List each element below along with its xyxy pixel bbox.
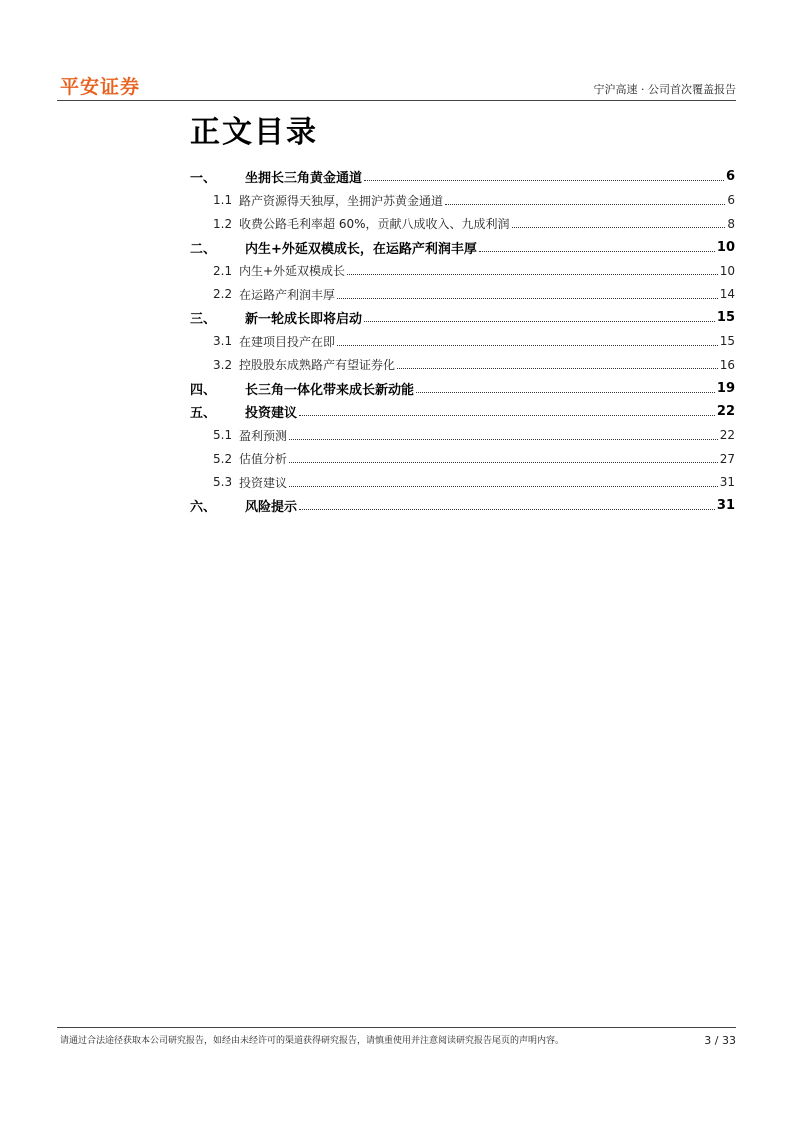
toc-entry-page: 6 xyxy=(725,169,735,185)
toc-dot-leader xyxy=(289,486,718,487)
toc-dot-leader xyxy=(397,368,718,369)
toc-entry-label: 长三角一体化带来成长新动能 xyxy=(245,382,415,398)
report-info: 宁沪高速 · 公司首次覆盖报告 xyxy=(593,83,736,96)
toc-entry-page: 14 xyxy=(719,287,735,302)
toc-entry-page: 22 xyxy=(719,428,735,443)
toc-entry-number: 一、 xyxy=(190,171,217,187)
toc-entry-page: 19 xyxy=(716,380,735,396)
toc-entry-label: 投资建议 xyxy=(245,406,298,422)
toc-entry-label: 坐拥长三角黄金通道 xyxy=(245,171,363,187)
toc-entry-number: 1.1 xyxy=(213,193,233,208)
toc-entry-label: 收费公路毛利率超 60%，贡献八成收入、九成利润 xyxy=(239,217,510,232)
toc-entry-number: 2.1 xyxy=(213,263,233,278)
toc-entry-number: 六、 xyxy=(190,500,217,516)
toc-entry-page: 15 xyxy=(719,334,735,349)
toc-section-entry[interactable] xyxy=(190,236,735,260)
toc-entry-number: 3.2 xyxy=(213,357,233,372)
footer-disclaimer: 请通过合法途径获取本公司研究报告，如经由未经许可的渠道获得研究报告，请慎重使用并注意阅读研究报告尾页的声明内容。 xyxy=(60,1036,565,1046)
toc-entry-label: 新一轮成长即将启动 xyxy=(245,312,363,328)
toc-subsection-entry[interactable] xyxy=(190,259,735,283)
toc-entry-label: 投资建议 xyxy=(239,475,288,490)
header-divider xyxy=(57,100,736,101)
toc-dot-leader xyxy=(364,321,715,322)
toc-entry-page: 31 xyxy=(716,498,735,514)
toc-entry-page: 6 xyxy=(727,193,735,208)
toc-entry-number: 二、 xyxy=(190,241,217,257)
toc-entry-label: 风险提示 xyxy=(245,500,298,516)
toc-entry-number: 1.2 xyxy=(213,216,233,231)
toc-entry-label: 内生+外延双模成长 xyxy=(239,264,346,279)
toc-entry-number: 5.2 xyxy=(213,451,233,466)
page-number: 3 / 33 xyxy=(704,1034,736,1047)
toc-subsection-entry[interactable] xyxy=(190,353,735,377)
toc-dot-leader xyxy=(416,392,715,393)
toc-dot-leader xyxy=(347,274,718,275)
toc-entry-page: 31 xyxy=(719,475,735,490)
toc-section-entry[interactable] xyxy=(190,377,735,401)
toc-entry-number: 四、 xyxy=(190,382,217,398)
toc-entry-label: 内生+外延双模成长，在运路产利润丰厚 xyxy=(245,241,477,257)
toc-subsection-entry[interactable] xyxy=(190,471,735,495)
toc-subsection-entry[interactable] xyxy=(190,189,735,213)
toc-entry-label: 盈利预测 xyxy=(239,428,288,443)
toc-entry-number: 五、 xyxy=(190,406,217,422)
toc-dot-leader xyxy=(299,509,715,510)
toc-entry-page: 10 xyxy=(719,263,735,278)
toc-entry-label: 在建项目投产在即 xyxy=(239,334,336,349)
toc-subsection-entry[interactable] xyxy=(190,424,735,448)
toc-entry-page: 8 xyxy=(727,216,735,231)
toc-entry-page: 10 xyxy=(716,239,735,255)
toc-dot-leader xyxy=(445,204,725,205)
toc-dot-leader xyxy=(364,180,724,181)
toc-dot-leader xyxy=(289,462,718,463)
toc-entry-page: 16 xyxy=(719,357,735,372)
toc-entry-page: 27 xyxy=(719,451,735,466)
toc-entry-number: 2.2 xyxy=(213,287,233,302)
toc-dot-leader xyxy=(289,439,718,440)
toc-dot-leader xyxy=(299,415,715,416)
toc-subsection-entry[interactable] xyxy=(190,283,735,307)
toc-entry-page: 22 xyxy=(716,404,735,420)
toc-dot-leader xyxy=(337,345,718,346)
page-title: 正文目录 xyxy=(190,115,318,150)
toc-dot-leader xyxy=(512,227,726,228)
toc-entry-label: 估值分析 xyxy=(239,452,288,467)
toc-section-entry[interactable] xyxy=(190,306,735,330)
toc-entry-number: 5.1 xyxy=(213,428,233,443)
toc-entry-number: 三、 xyxy=(190,312,217,328)
toc-section-entry[interactable] xyxy=(190,165,735,189)
toc-section-entry[interactable] xyxy=(190,494,735,518)
toc-entry-number: 3.1 xyxy=(213,334,233,349)
toc-entry-label: 路产资源得天独厚，坐拥沪苏黄金通道 xyxy=(239,193,444,208)
toc-entry-label: 控股股东成熟路产有望证券化 xyxy=(239,358,396,373)
toc-entry-label: 在运路产利润丰厚 xyxy=(239,287,336,302)
toc-dot-leader xyxy=(337,298,718,299)
toc-section-entry[interactable] xyxy=(190,400,735,424)
footer-divider xyxy=(57,1027,736,1028)
toc-entry-page: 15 xyxy=(716,310,735,326)
toc-subsection-entry[interactable] xyxy=(190,212,735,236)
toc-dot-leader xyxy=(479,251,715,252)
toc-subsection-entry[interactable] xyxy=(190,447,735,471)
brand-logo: 平安证券 xyxy=(60,76,141,98)
toc-entry-number: 5.3 xyxy=(213,475,233,490)
table-of-contents xyxy=(190,165,735,518)
toc-subsection-entry[interactable] xyxy=(190,330,735,354)
